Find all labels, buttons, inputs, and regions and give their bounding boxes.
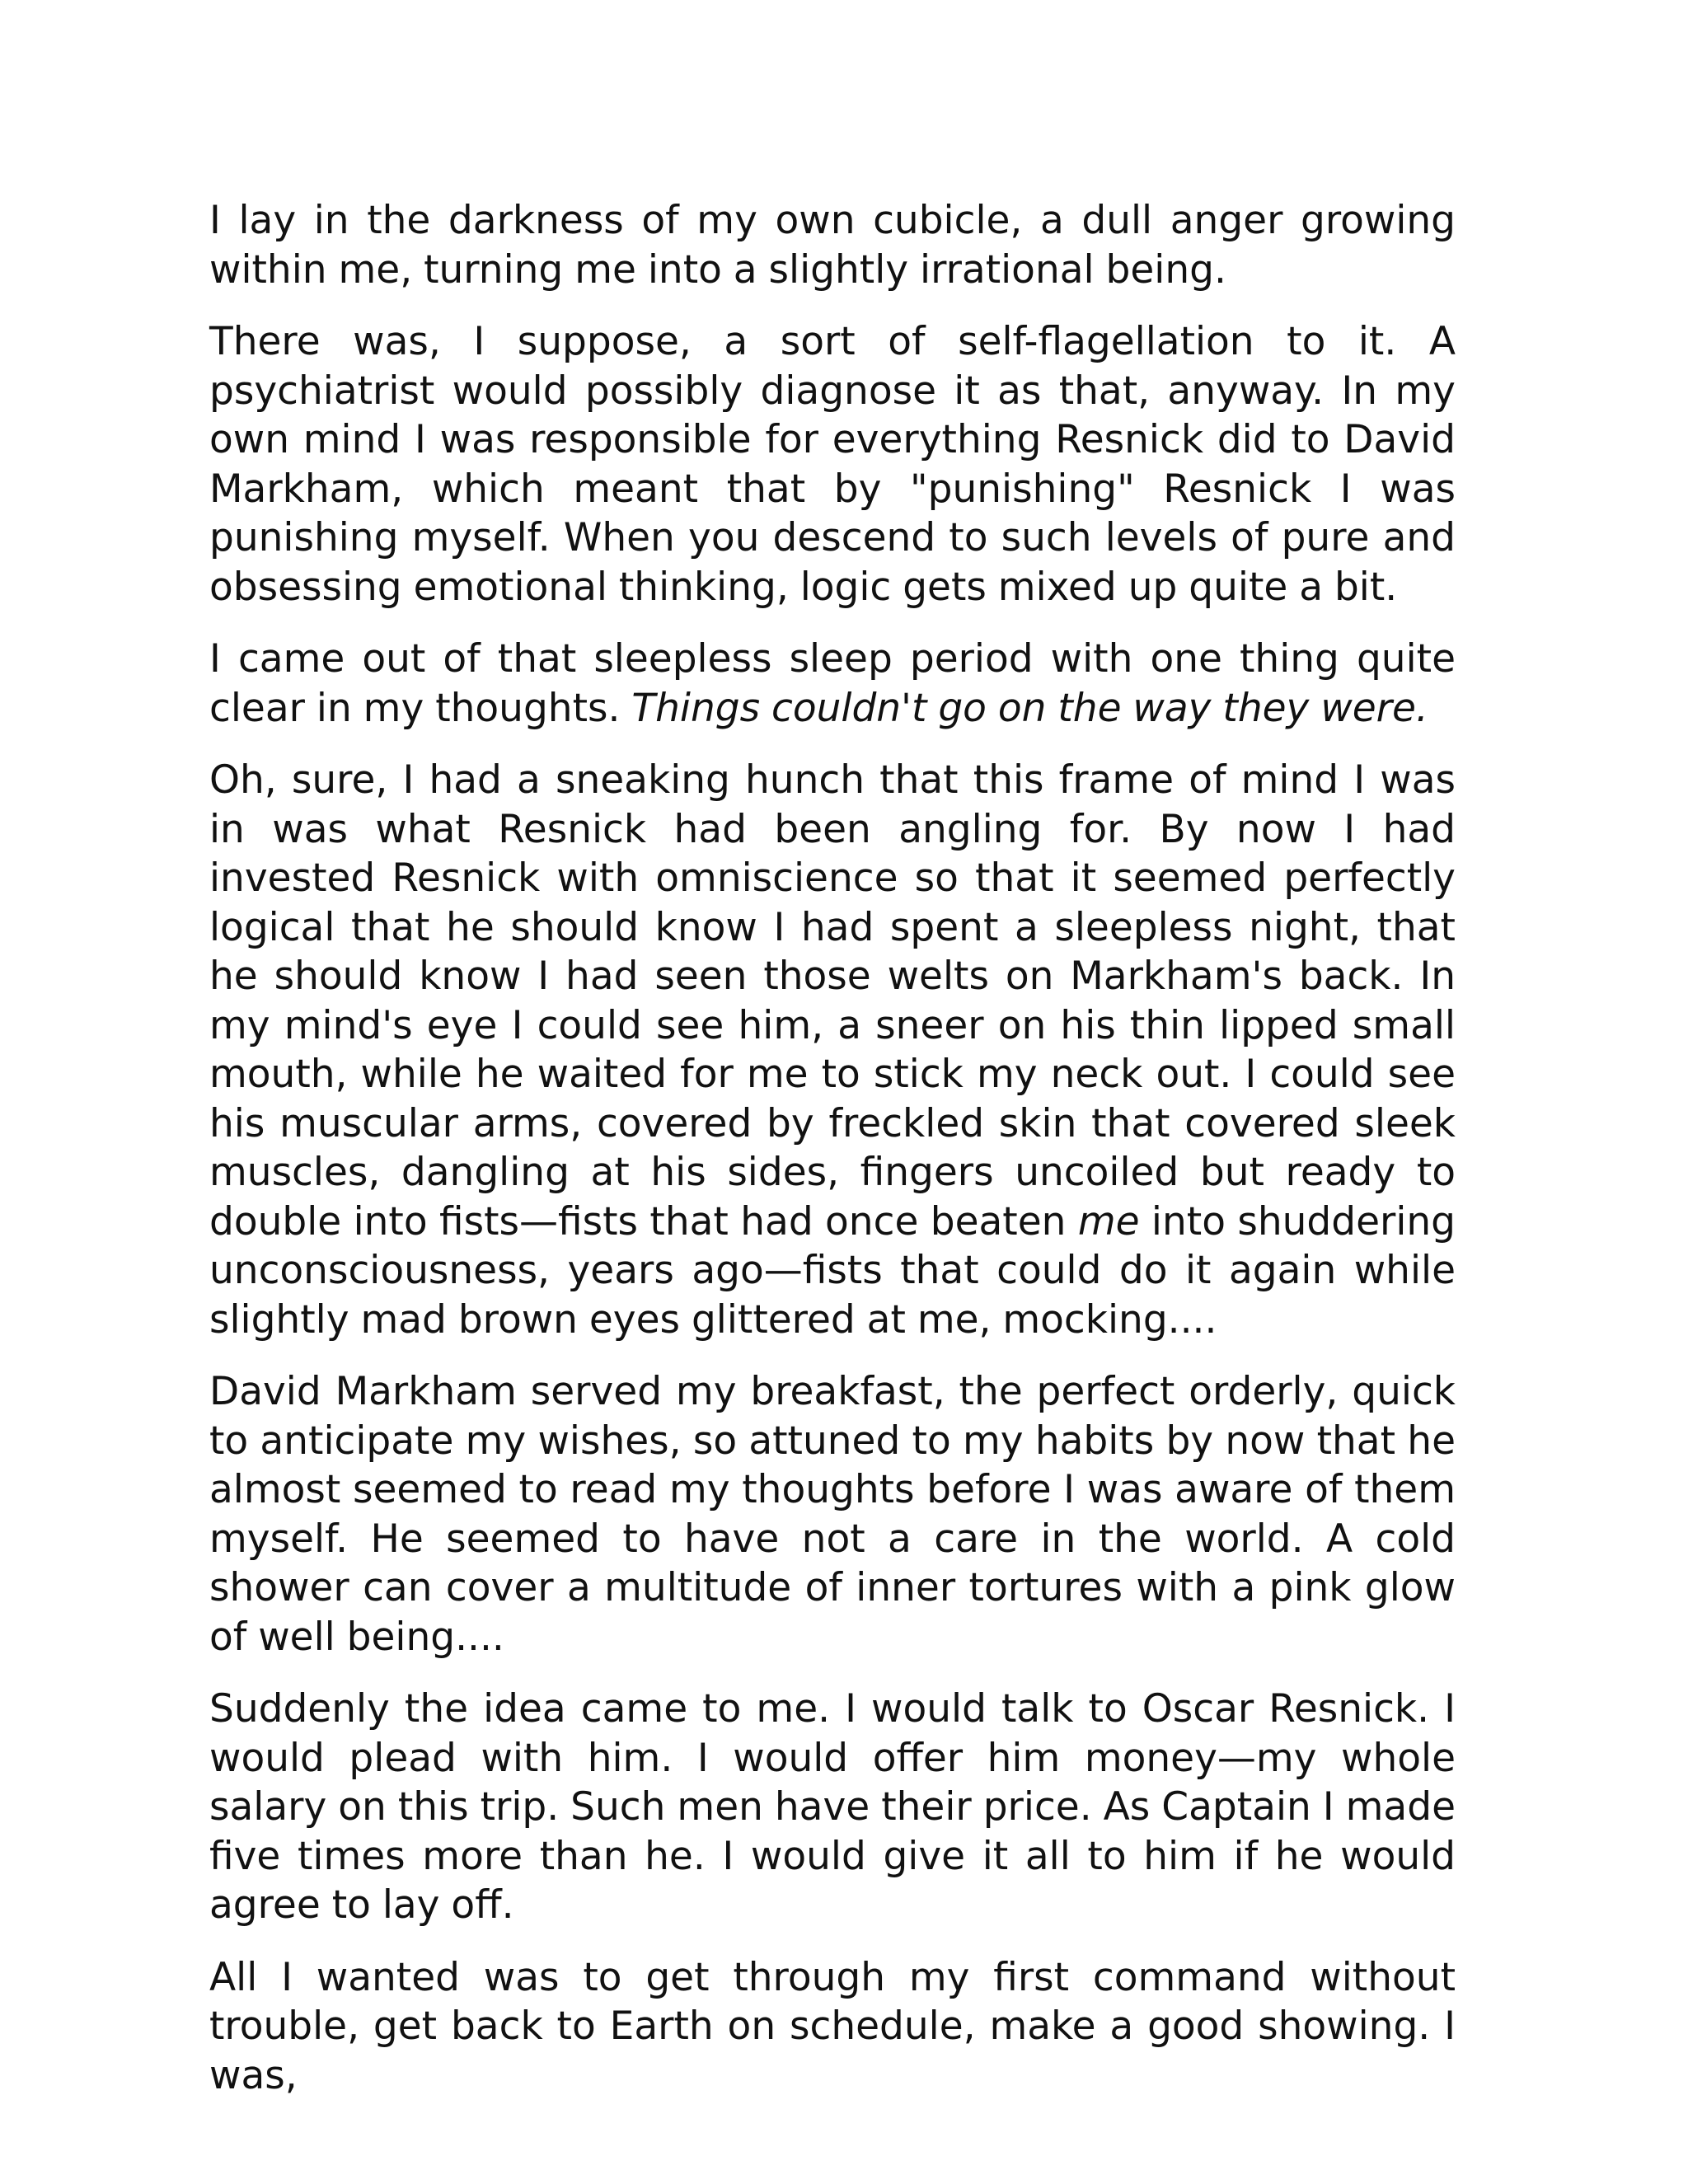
emphasized-text: Things couldn't go on the way they were. <box>631 685 1428 731</box>
paragraph-text: All I wanted was to get through my first command without trouble, get back to Earth on schedule, make a good showing. I was, <box>209 1954 1456 2098</box>
emphasized-text: me <box>1077 1198 1140 1244</box>
paragraph-text: There was, I suppose, a sort of self-flagellation to it. A psychiatrist would possibly diagnose it as that, anyway. In my own mind I was responsible for everything Resnick did to David Markham, which meant that by "punishing" Resnick I was punishing myself. When you descend to such levels of pure and obsessing emotional thinking, logic gets mixed up quite a bit. <box>209 319 1456 610</box>
paragraph-text: into shuddering unconsciousness, years ago—fists that could do it again while slightly mad brown eyes glittered at me, mocking.... <box>209 1198 1456 1343</box>
paragraph-1 <box>209 196 1456 294</box>
paragraph-text: Suddenly the idea came to me. I would talk to Oscar Resnick. I would plead with him. I would offer him money—my whole salary on this trip. Such men have their price. As Captain I made five times more than he. I would give it all to him if he would agree to lay off. <box>209 1686 1456 1928</box>
paragraph-4 <box>209 756 1456 1344</box>
paragraph-text: I came out of that sleepless sleep period with one thing quite clear in my thoughts. <box>209 636 1456 731</box>
paragraph-6 <box>209 1685 1456 1930</box>
paragraph-7 <box>209 1953 1456 2101</box>
body-text <box>209 196 1456 2123</box>
paragraph-3 <box>209 635 1456 733</box>
paragraph-2 <box>209 317 1456 612</box>
paragraph-text: I lay in the darkness of my own cubicle, a dull anger growing within me, turning me into a slightly irrational being. <box>209 198 1456 293</box>
paragraph-text: David Markham served my breakfast, the perfect orderly, quick to anticipate my wishes, so attuned to my habits by now that he almost seemed to read my thoughts before I was aware of them myself. He seemed to have not a care in the world. A cold shower can cover a multitude of inner tortures with a pink glow of well being.... <box>209 1369 1456 1660</box>
paragraph-5 <box>209 1367 1456 1661</box>
paragraph-text: Oh, sure, I had a sneaking hunch that this frame of mind I was in was what Resnick had been angling for. By now I had invested Resnick with omniscience so that it seemed perfectly logical that he should know I had spent a sleepless night, that he should know I had seen those welts on Markham's back. In my mind's eye I could see him, a sneer on his thin lipped small mouth, while he waited for me to stick my neck out. I could see his muscular arms, covered by freckled skin that covered sleek muscles, dangling at his sides, fingers uncoiled but ready to double into fists—fists that had once beaten <box>209 757 1456 1244</box>
